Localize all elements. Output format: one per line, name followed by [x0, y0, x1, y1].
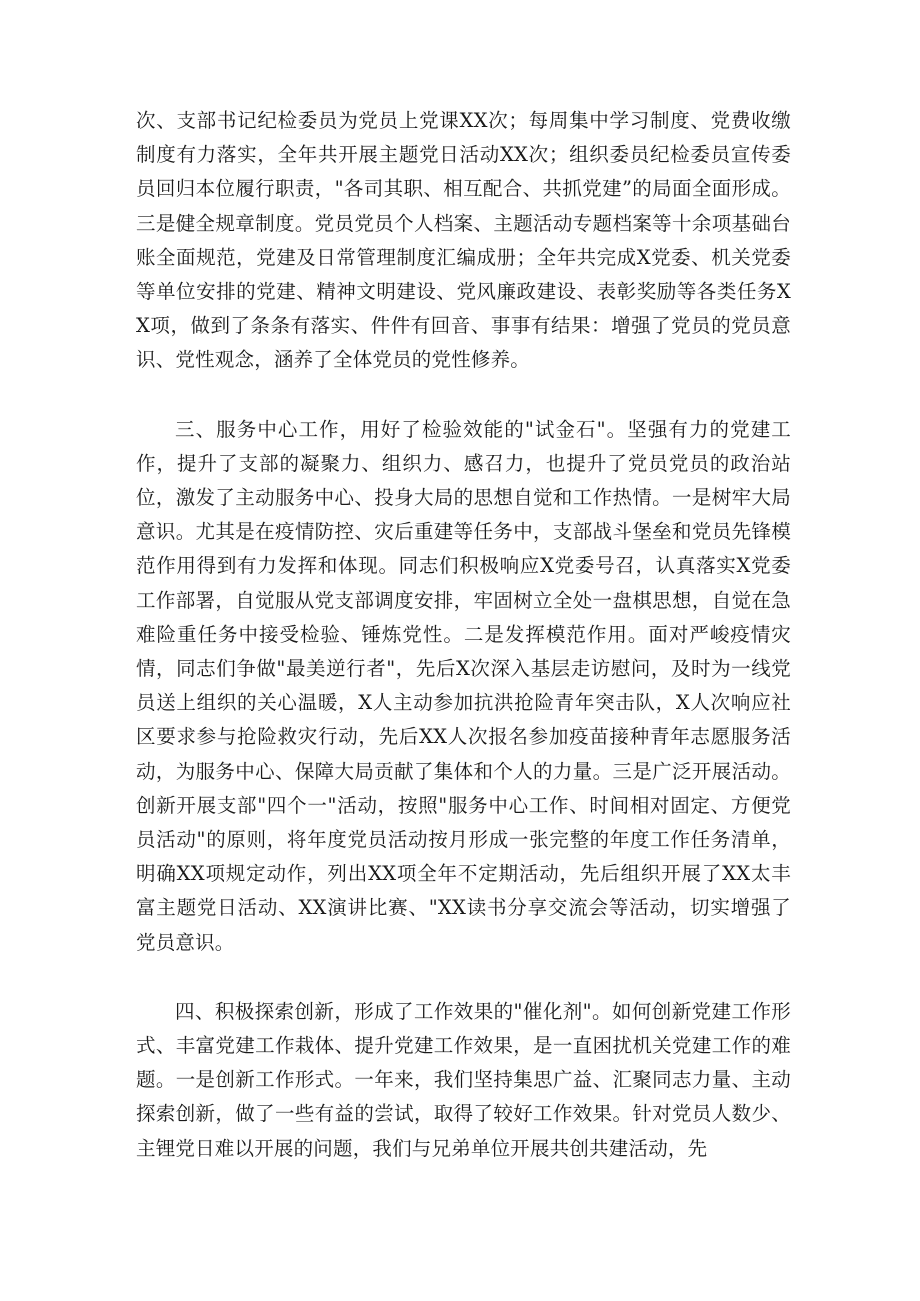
paragraph-gap	[136, 960, 791, 995]
paragraph-continuation: 次、支部书记纪检委员为党员上党课XX次；每周集中学习制度、党费收缴制度有力落实，全年共开展主题党日活动XX次；组织委员纪检委员宣传委员回归本位履行职责，"各司其职、相互配合、共抓党建”的局面全面形成。三是健全规章制度。党员党员个人档案、主题活动专题档案等十余项基础台账全面规范，党建及日常管理制度汇编成册；全年共完成X党委、机关党委等单位安排的党建、精神文明建设、党风廉政建设、表彰奖励等各类任务XX项，做到了条条有落实、件件有回音、事事有结果：增强了党员的党员意识、党性观念，涵养了全体党员的党性修养。	[136, 109, 791, 372]
paragraph-section-three: 三、服务中心工作，用好了检验效能的"试金石"。坚强有力的党建工作，提升了支部的凝聚力、组织力、感召力，也提升了党员党员的政治站位，激发了主动服务中心、投身大局的思想自觉和工作热情。一是树牢大局意识。尤其是在疫情防控、灾后重建等任务中，支部战斗堡垒和党员先锋模范作用得到有力发挥和体现。同志们积极响应X党委号召，认真落实X党委工作部署，自觉服从党支部调度安排，牢固树立全处一盘棋思想，自觉在急难险重任务中接受检验、锤炼党性。二是发挥模范作用。面对严峻疫情灾情，同志们争做"最美逆行者"，先后X次深入基层走访慰问，及时为一线党员送上组织的关心温暖，X人主动参加抗洪抢险青年突击队，X人次响应社区要求参与抢险救灾行动，先后XX人次报名参加疫苗接种青年志愿服务活动，为服务中心、保障大局贡献了集体和个人的力量。三是广泛开展活动。创新开展支部"四个一"活动，按照"服务中心工作、时间相对固定、方便党员活动"的原则，将年度党员活动按月形成一张完整的年度工作任务清单，明确XX项规定动作，列出XX项全年不定期活动，先后组织开展了XX太丰富主题党日活动、XX演讲比赛、"XX读书分享交流会等活动，切实增强了党员意识。	[136, 417, 791, 954]
paragraph-gap	[136, 378, 791, 413]
paragraph-section-four: 四、积极探索创新，形成了工作效果的"催化剂"。如何创新党建工作形式、丰富党建工作栽体、提升党建工作效果，是一直困扰机关党建工作的难题。一是创新工作形式。一年来，我们坚持集思广益、汇聚同志力量、主动探索创新，做了一些有益的尝试，取得了较好工作效果。针对党员人数少、主锂党日难以开展的问题，我们与兄弟单位开展共创共建活动，先	[136, 999, 791, 1160]
document-page	[136, 104, 791, 1166]
